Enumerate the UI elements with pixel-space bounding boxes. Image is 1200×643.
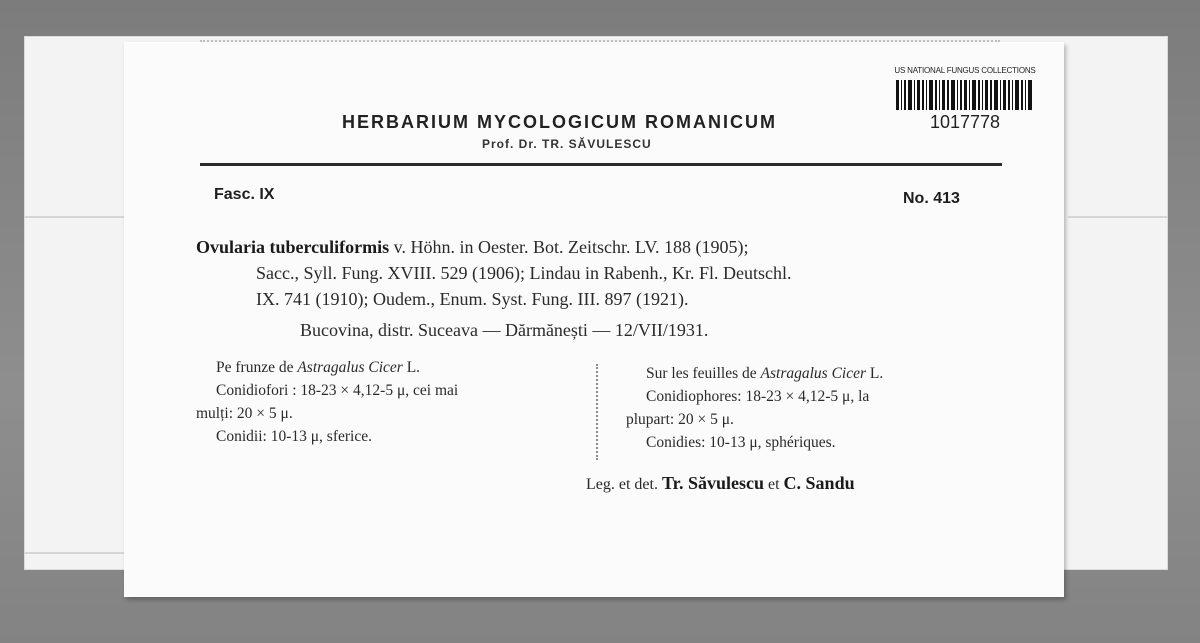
packet-fold-line	[24, 216, 124, 218]
citation-authority: v. Höhn. in Oester. Bot. Zeitschr. LV. 188 (1905);	[389, 237, 749, 257]
taxon-citation	[196, 234, 1016, 312]
herbarium-subtitle: Prof. Dr. TR. SĂVULESCU	[482, 137, 652, 151]
conidiophore-line-cont: plupart: 20 × 5 μ.	[626, 411, 734, 428]
host-prefix: Sur les feuilles de	[646, 365, 761, 382]
host-name: Astragalus Cicer	[297, 359, 403, 376]
host-line	[196, 356, 586, 379]
conidiophore-line: Conidiophores: 18-23 × 4,12-5 μ, la	[646, 388, 870, 405]
column-divider	[596, 364, 598, 460]
collector-name: Tr. Săvulescu	[661, 473, 764, 493]
collector-name: C. Sandu	[783, 473, 855, 493]
specimen-number: No. 413	[903, 190, 960, 207]
locality-line: Bucovina, distr. Suceava — Dărmănești — 12/VII/1931.	[300, 320, 709, 340]
collector-joiner: et	[764, 476, 784, 493]
collector-line	[586, 473, 855, 494]
packet-fold-line	[1068, 216, 1168, 218]
host-name: Astragalus Cicer	[760, 365, 867, 382]
species-name: Ovularia tuberculiformis	[196, 237, 390, 257]
citation-line: IX. 741 (1910); Oudem., Enum. Syst. Fung. III. 897 (1921).	[256, 289, 689, 309]
citation-line: Sacc., Syll. Fung. XVIII. 529 (1906); Lindau in Rabenh., Kr. Fl. Deutschl.	[256, 263, 792, 283]
citation-line	[196, 234, 1016, 260]
host-authority: L.	[402, 359, 421, 376]
conidiophore-line-cont: mulți: 20 × 5 μ.	[196, 405, 293, 422]
herbarium-title: HERBARIUM MYCOLOGICUM ROMANICUM	[342, 112, 777, 132]
packet-fold-line	[24, 552, 124, 554]
barcode-sticker	[890, 66, 1040, 138]
host-line	[626, 362, 1016, 385]
conidiophore-line: Conidiofori : 18-23 × 4,12-5 μ, cei mai	[216, 382, 459, 399]
barcode-caption: US NATIONAL FUNGUS COLLECTIONS	[894, 66, 1036, 75]
conidia-line: Conidii: 10-13 μ, sferice.	[216, 428, 372, 445]
romanian-description	[196, 356, 586, 448]
barcode-number: 1017778	[929, 112, 1001, 132]
collector-prefix: Leg. et det.	[586, 476, 662, 493]
host-authority: L.	[866, 365, 884, 382]
label-top-perforation	[200, 40, 1000, 42]
french-description	[626, 362, 1016, 454]
fascicle-label: Fasc. IX	[214, 186, 275, 203]
conidia-line: Conidies: 10-13 μ, sphériques.	[646, 434, 836, 451]
barcode-icon	[896, 80, 1032, 110]
host-prefix: Pe frunze de	[216, 359, 298, 376]
header-rule	[200, 163, 1002, 166]
